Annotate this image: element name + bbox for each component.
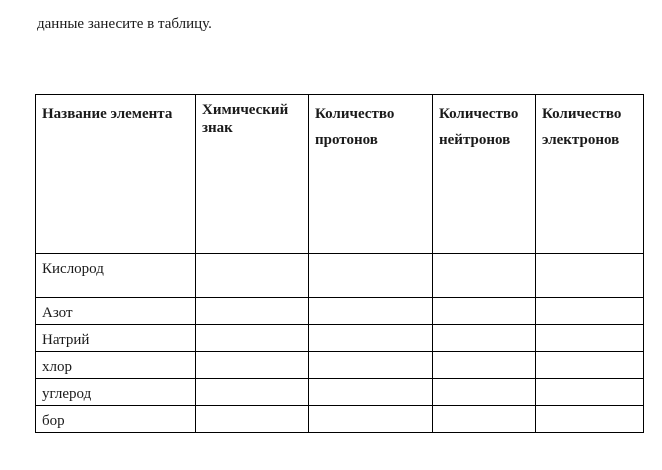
elements-table bbox=[35, 94, 644, 433]
cell-protons[interactable] bbox=[309, 406, 433, 433]
cell-chemical-symbol[interactable] bbox=[196, 325, 309, 352]
table-row bbox=[36, 298, 644, 325]
instruction-text: данные занесите в таблицу. bbox=[37, 16, 212, 32]
table-row bbox=[36, 406, 644, 433]
cell-element-name: Азот bbox=[36, 298, 196, 325]
cell-neutrons[interactable] bbox=[433, 352, 536, 379]
header-electrons: Количество электронов bbox=[536, 95, 644, 254]
cell-electrons[interactable] bbox=[536, 406, 644, 433]
cell-protons[interactable] bbox=[309, 379, 433, 406]
cell-element-name: бор bbox=[36, 406, 196, 433]
cell-neutrons[interactable] bbox=[433, 406, 536, 433]
table-row bbox=[36, 254, 644, 298]
cell-element-name: Натрий bbox=[36, 325, 196, 352]
cell-protons[interactable] bbox=[309, 254, 433, 298]
cell-neutrons[interactable] bbox=[433, 254, 536, 298]
cell-protons[interactable] bbox=[309, 352, 433, 379]
cell-chemical-symbol[interactable] bbox=[196, 379, 309, 406]
cell-element-name: углерод bbox=[36, 379, 196, 406]
table-row bbox=[36, 352, 644, 379]
header-neutrons: Количество нейтронов bbox=[433, 95, 536, 254]
header-element-name: Название элемента bbox=[36, 95, 196, 254]
table-header-row bbox=[36, 95, 644, 254]
cell-electrons[interactable] bbox=[536, 298, 644, 325]
cell-electrons[interactable] bbox=[536, 379, 644, 406]
cell-protons[interactable] bbox=[309, 325, 433, 352]
cell-chemical-symbol[interactable] bbox=[196, 352, 309, 379]
table-row bbox=[36, 379, 644, 406]
cell-electrons[interactable] bbox=[536, 254, 644, 298]
cell-neutrons[interactable] bbox=[433, 379, 536, 406]
cell-electrons[interactable] bbox=[536, 325, 644, 352]
cell-element-name: хлор bbox=[36, 352, 196, 379]
cell-chemical-symbol[interactable] bbox=[196, 298, 309, 325]
cell-electrons[interactable] bbox=[536, 352, 644, 379]
cell-protons[interactable] bbox=[309, 298, 433, 325]
cell-neutrons[interactable] bbox=[433, 325, 536, 352]
header-chemical-symbol: Химический знак bbox=[196, 95, 309, 254]
cell-neutrons[interactable] bbox=[433, 298, 536, 325]
cell-chemical-symbol[interactable] bbox=[196, 406, 309, 433]
cell-element-name: Кислород bbox=[36, 254, 196, 298]
header-protons: Количество протонов bbox=[309, 95, 433, 254]
table-row bbox=[36, 325, 644, 352]
cell-chemical-symbol[interactable] bbox=[196, 254, 309, 298]
